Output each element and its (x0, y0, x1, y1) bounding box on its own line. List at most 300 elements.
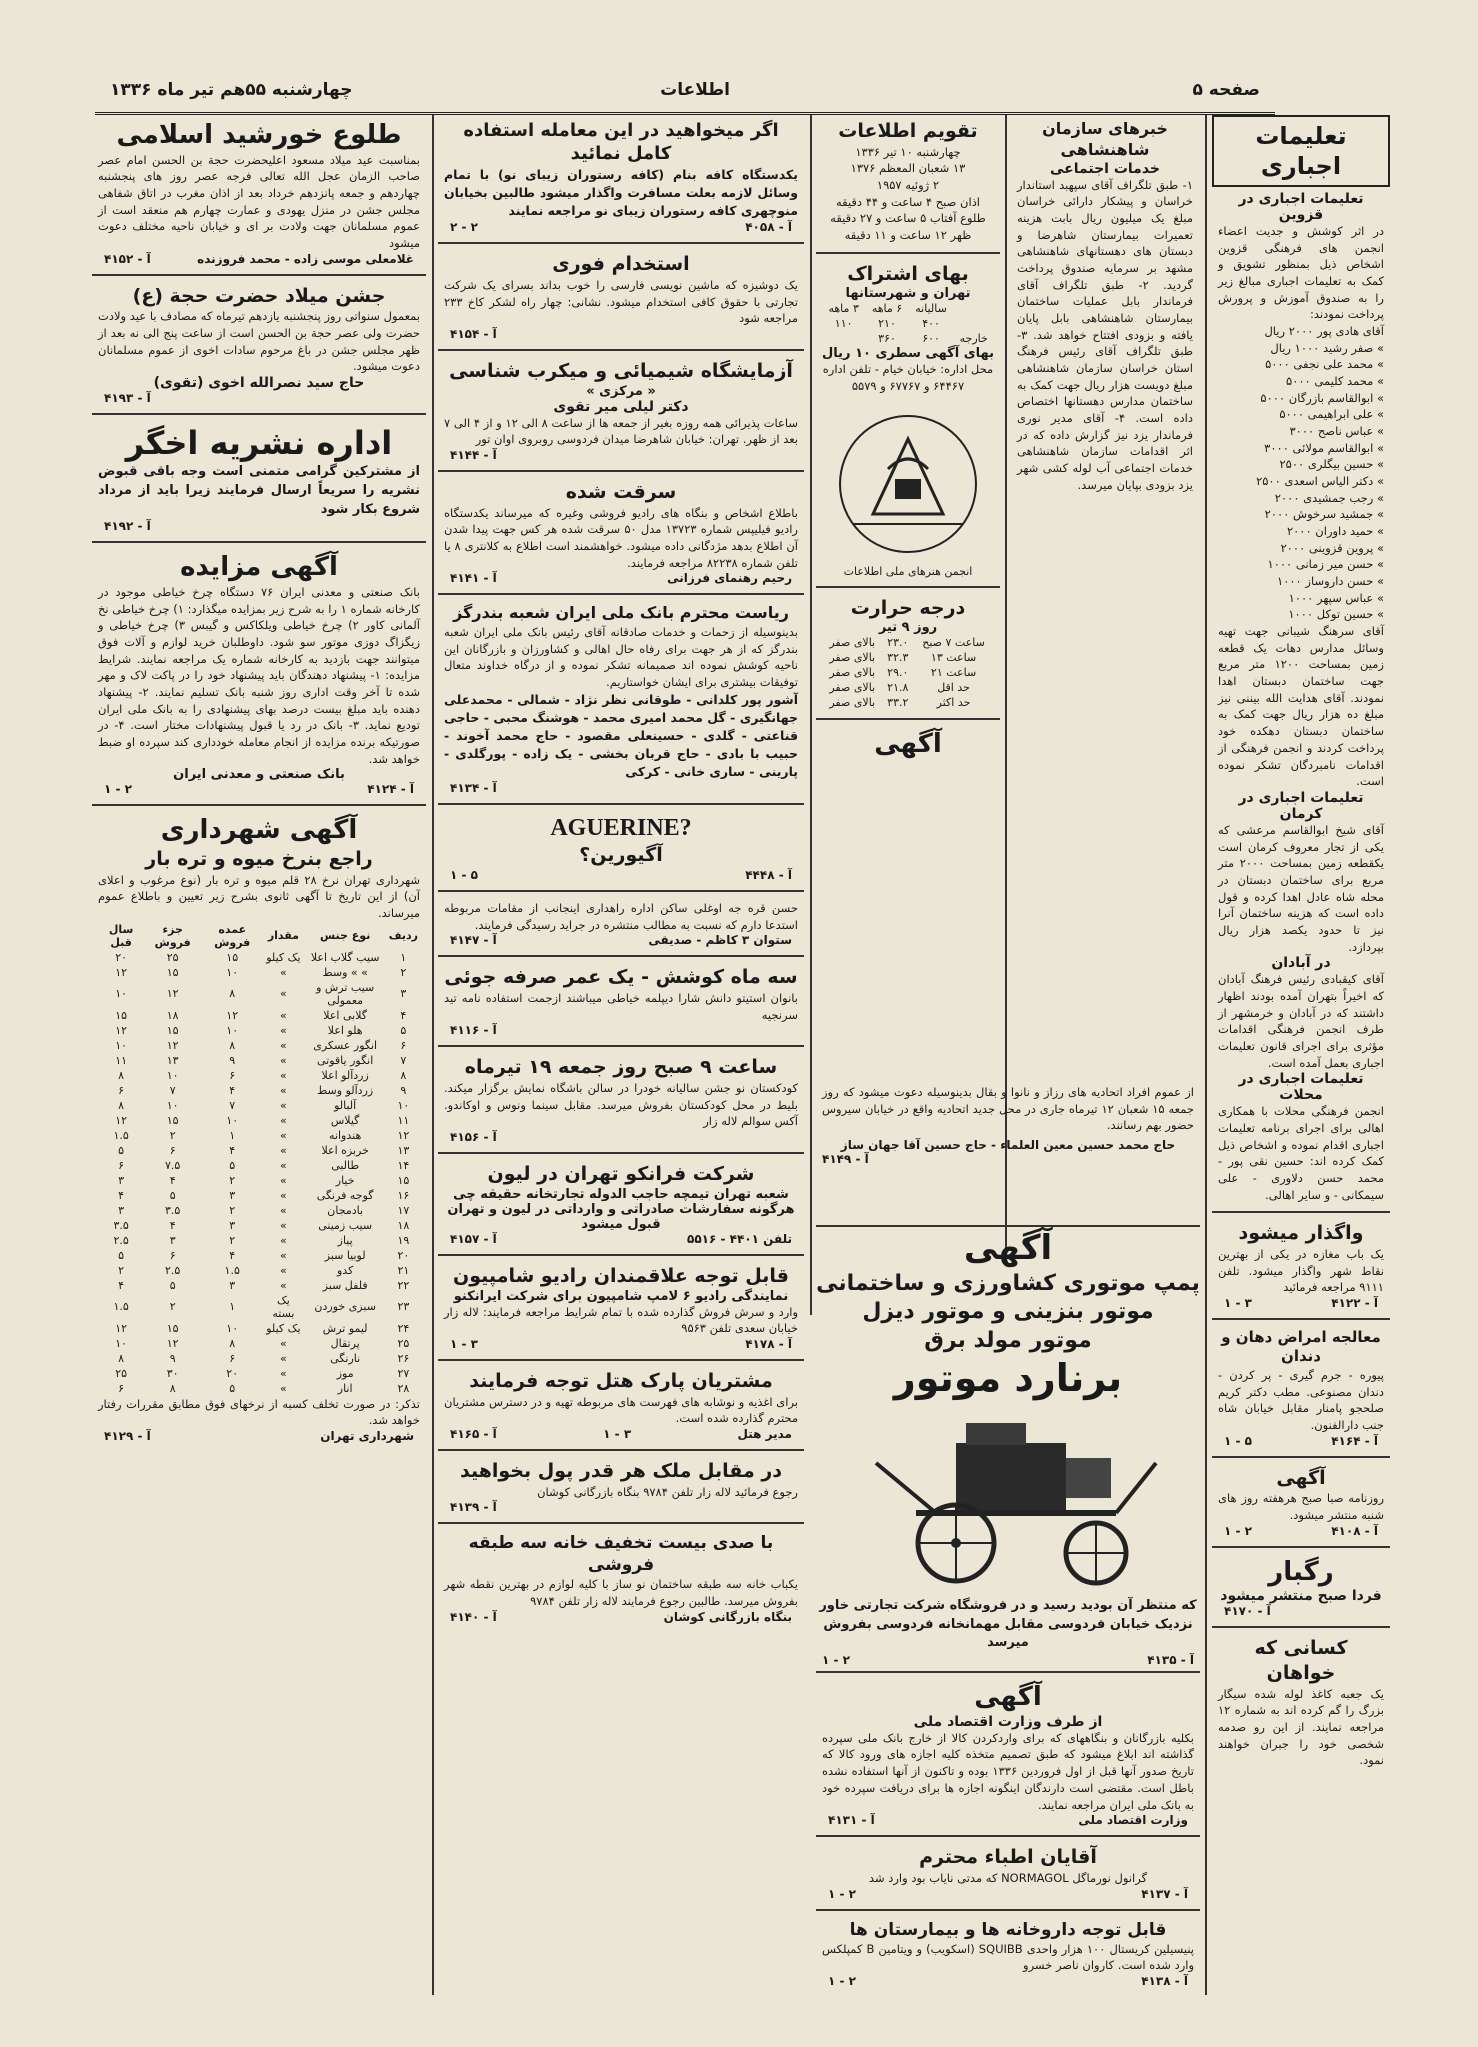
table-cell: ۱ (229, 1300, 236, 1314)
table-cell: ۴ (229, 1248, 236, 1262)
table-cell: ۲ (169, 1300, 176, 1314)
list-item: » پروین قزوینی ۲۰۰۰ (1280, 540, 1384, 555)
table-row (98, 1218, 420, 1233)
ad-radio-champion (438, 1260, 804, 1355)
edu-subtitle-4: تعلیمات اجباری در محلات (1238, 1071, 1364, 1104)
table-cell: ۴ (229, 1143, 236, 1157)
table-cell: » (280, 1278, 287, 1292)
ad-loans (438, 1455, 804, 1518)
ad-footer: ۴۱۵۷ - آ تلفن ۴۴۰۱ - ۵۵۱۶ (450, 1231, 792, 1246)
list-item: » صفر رشید ۱۰۰۰ ریال (1270, 340, 1384, 355)
table-cell: ۴ (169, 1218, 176, 1232)
table-cell: ساعت ۷ صبح (922, 636, 985, 650)
divider (438, 1359, 804, 1361)
news-body: ۱- طبق تلگراف آقای سپهبد استاندار خراسان و پیشکار دارائی خراسان مبلغ یک میلیون ریال بابت هزینه تعمیرات بیمارستان شاهرضا و دبستان های دهستانهای شاهنشاهی مشهد بر سرمایه صندوق پرداخت گردید. ۲- طبق تلگراف آقای فرماندار بابل عملیات ساختمان بیمارستان شاهنشاهی بابل پایان یافته و بزودی افتتاح خواهد شد. ۳- طبق تلگراف آقای رئیس فرهنگ استان خراسان سازمان شاهنشاهی مبلغ دویست هزار ریال جهت کمک به ساختمان مدارس دهستانها اختصاص داده است. ۴- آقای مدیر نوری فرماندار یزد نیز گزارش داده که در اثر اقدامات سازمان شاهنشاهی خدمات اجتماعی آب لوله کشی شهر یزد بزودی بپایان میرسد. (1017, 177, 1193, 492)
table-row (98, 1248, 420, 1263)
table-cell: بالای صفر (829, 696, 876, 710)
calendar-line: چهارشنبه ۱۰ تیر ۱۳۳۶ (855, 144, 961, 159)
table-cell: ۱۵ (115, 1008, 128, 1022)
table-cell: » (280, 1203, 287, 1217)
table-cell: ۵ (400, 1023, 407, 1037)
ad-engine (816, 1225, 1200, 1992)
table-cell: ۷ (169, 1083, 176, 1097)
ad-dentist (1212, 1324, 1390, 1452)
edu-box (1212, 115, 1390, 187)
table-cell: ۳۲.۳ (887, 651, 909, 665)
table-cell: » (280, 987, 287, 1001)
table-row (98, 1023, 420, 1038)
table-cell: زردآلو اعلا (321, 1068, 369, 1082)
divider (438, 1254, 804, 1256)
table-cell: ۱۰ (226, 1023, 239, 1037)
ad-footer: ۴۱۴۷ - آ ستوان ۳ کاظم - صدیقی (450, 933, 792, 948)
divider (438, 955, 804, 957)
table-cell: ۴ (229, 1083, 236, 1097)
list-item: » حسن میر زمانی ۱۰۰۰ (1267, 557, 1384, 572)
table-cell: ۹ (400, 1083, 407, 1097)
temperature-title: درجه حرارت (850, 596, 966, 619)
table-cell: موز (336, 1366, 354, 1380)
column-4 (1011, 115, 1199, 497)
ad-body: بانوان استیتو دانش شارا دیپلمه خیاطی میباشند ازجمت استفاده نامه تید سرنجیه (444, 991, 798, 1022)
ad-union (816, 724, 1000, 765)
edu-subtitle-2: تعلیمات اجباری در کرمان (1238, 789, 1364, 822)
temperature-box (816, 592, 1000, 715)
ad-code: ۴۱۵۴ - آ (450, 326, 497, 341)
table-cell: ۱۰ (226, 1113, 239, 1127)
ad-brand: برنارد موتور (893, 1356, 1123, 1401)
donor-list (1218, 323, 1384, 623)
ad-intro: شهرداری تهران نرخ ۲۸ قلم میوه و تره بار (نوع مرغوب و اعلای آن) از این تاریخ تا آگهی ثانوی بشرح زیر تعیین و باطلاع عموم میرساند. (98, 872, 421, 920)
table-cell: ۱۲ (115, 965, 128, 979)
edu-section (1212, 187, 1390, 1207)
ad-title: اداره نشریه اخگر (125, 423, 393, 462)
ad-notice (438, 896, 804, 951)
table-cell: ۱۰ (397, 1098, 410, 1112)
table-cell: ۲۰ (226, 1366, 239, 1380)
table-cell: ۳ (400, 987, 407, 1001)
table-cell: » (280, 1158, 287, 1172)
table-cell: فلفل سبز (322, 1278, 368, 1292)
table-cell: ۱۶ (397, 1188, 410, 1202)
logo-box (816, 399, 1000, 582)
ad-title: ریاست محترم بانک ملی ایران شعبه بندرگز (453, 603, 789, 623)
divider (438, 593, 804, 595)
temperature-table (822, 635, 994, 710)
table-cell: » (280, 1023, 287, 1037)
ad-body: از عموم افراد اتحادیه های رزاز و نانوا و بقال بدینوسیله دعوت میشود که روز جمعه ۱۵ شعبان ۱۲ تیرماه جاری در محل جدید اتحادیه واقع در خیابان سیروس حضور بهم رسانند. (822, 1085, 1194, 1133)
list-item: » حسین بیگلری ۲۵۰۰ (1279, 457, 1384, 472)
table-cell: ۴ (118, 1188, 125, 1202)
divider (438, 1522, 804, 1524)
ad-body: کودکستان نو جشن سالیانه خودرا در سالن باشگاه نمایش برگزار میکند. بلیط در محل کودکستان بفروش میرسد. مقابل سینما ونوس و اوکاندو. آکس سوالم لاله زار (444, 1081, 798, 1129)
table-cell: ۷ (400, 1053, 407, 1067)
table-cell: » (280, 1366, 287, 1380)
table-row (822, 695, 994, 710)
divider (92, 413, 426, 415)
table-cell: ۲۸ (397, 1381, 410, 1395)
table-cell: » (280, 1188, 287, 1202)
ad-title: اگر میخواهید در این معامله استفاده کامل نمائید (463, 120, 779, 165)
table-row (822, 665, 994, 680)
ad-title: جشن میلاد حضرت حجة (ع) (132, 284, 386, 307)
ad-title: استخدام فوری (552, 253, 690, 276)
table-cell: » (280, 1053, 287, 1067)
table-row (98, 1098, 420, 1113)
table-row (98, 1143, 420, 1158)
page-number: صفحه ۵ (1192, 80, 1260, 100)
table-cell: ۱۰ (166, 1098, 179, 1112)
divider (438, 349, 804, 351)
ad-body: از مشترکین گرامی متمنی است وجه باقی قبوض نشریه را سریعاً ارسال فرمایند زیرا باید از مرداد شروع بکار شود (98, 463, 420, 517)
ad-price: بهای آگهی سطری ۱۰ ریال (822, 346, 994, 362)
table-cell: گیلاس (330, 1113, 360, 1127)
table-cell: ۱۵ (166, 1321, 179, 1335)
table-cell: ۱۳ (397, 1143, 410, 1157)
ad-title: رگبار (1268, 1556, 1334, 1587)
ad-pharmacies (816, 1915, 1200, 1992)
ad-title: AGUERINE? (550, 815, 692, 842)
ad-title: آگهی (874, 729, 942, 760)
edu-subtitle-3: در آبادان (1271, 955, 1331, 972)
table-cell: لیمو ترش (322, 1321, 368, 1335)
table-cell: ۱۰ (226, 965, 239, 979)
ad-body: یکدستگاه کافه بنام (کافه رستوران زیبای نو) با تمام وسائل لازمه بعلت مسافرت واگذار میشود طالبین بخیابان منوچهری کافه رستوران زیبای نو مراجعه نمایند (444, 166, 798, 219)
ad-body: یک دوشیزه که ماشین نویسی فارسی را خوب بداند بسرای یک شرکت تجارتی با حقوق کافی استخدام میشود. نشانی: چهار راه لشکر کاخ ۲۳۳ مراجعه شود (444, 277, 798, 326)
ad-title: آگهی (963, 1228, 1053, 1268)
table-cell: » (280, 1038, 287, 1052)
ad-code: ۱ - ۲ ۴۱۲۴ - آ (104, 782, 414, 797)
column-2 (438, 115, 804, 1628)
ad-title: قابل توجه داروخانه ها و بیمارستان ها (849, 1919, 1167, 1940)
calendar-line: ۱۳ شعبان المعظم ۱۳۷۶ (850, 161, 966, 176)
table-cell: » (280, 1098, 287, 1112)
table-cell: ۱۲ (166, 1336, 179, 1350)
table-cell: نارنگی (330, 1351, 361, 1365)
column-rule (810, 115, 812, 1315)
table-cell: ۱۵ (226, 950, 239, 964)
ad-house-sale (438, 1528, 804, 1628)
list-item: » حسن داروساز ۱۰۰۰ (1277, 574, 1384, 589)
table-cell: ۲۴ (397, 1321, 410, 1335)
table-row (98, 1008, 420, 1023)
ad-bank-thanks (438, 599, 804, 799)
divider (438, 890, 804, 892)
table-cell: ۳۰ (166, 1366, 179, 1380)
divider (1212, 1211, 1390, 1213)
table-cell: ۱۰ (115, 1038, 128, 1052)
table-header-cell: ردیف (388, 929, 418, 943)
ad-title: کسانی که خواهان (1254, 1637, 1348, 1684)
ad-islamic-sunrise (92, 115, 426, 270)
ad-title: معالجه امراض دهان و دندان (1221, 1327, 1381, 1366)
divider (438, 1152, 804, 1154)
table-cell: یک کیلو (266, 1321, 301, 1335)
ad-code: ۱ - ۲ ۴۱۳۸ - آ (828, 1973, 1188, 1988)
table-row (98, 1321, 420, 1336)
ad-body: بمناسبت عید میلاد مسعود اعلیحضرت حجة بن الحسن امام عصر صاحب الزمان عجل الله تعالی فرجه عصر روز های پنجشنبه چهاردهم و جمعه پانزدهم خرداد بعد از اذان مغرب در اتاق شفاهی مجلس جشن در منزل یهودی و عمارت چهارم هم منعقد است از عموم مسلمانان جهت ولادت بر ای و خیابان ناحیه مختلف دعوت میشود (98, 152, 420, 250)
ad-body: حسن قره جه اوغلی ساکن اداره راهداری اینجانب از مقامات مربوطه استدعا دارم که نسبت به مطالب منتشره در جراید رسیدگی فرمایند. (444, 901, 798, 932)
table-cell: ۴ (169, 1173, 176, 1187)
ad-subtitle: از طرف وزارت اقتصاد ملی (913, 1713, 1103, 1730)
ad-doctors (816, 1841, 1200, 1904)
table-cell: ۵ (118, 1248, 125, 1262)
ad-body: که منتظر آن بودید رسید و در فروشگاه شرکت تجارتی خاور نزدیک خیابان فردوسی مقابل مهمانخانه فردوسی بفروش میرسد (819, 1597, 1197, 1651)
table-cell: ۲۵ (115, 1366, 128, 1380)
list-item: » عباس ناصح ۳۰۰۰ (1289, 424, 1384, 439)
ad-body: یک جعبه کاغذ لوله شده سیگار بزرگ را گم کرده اند به شماره ۱۲ مراجعه نمایند. از این رو صدمه شخصی خود را جبران خواهند نمود. (1218, 1686, 1384, 1768)
ad-line-1: پمپ موتوری کشاورزی و ساختمانی (816, 1270, 1200, 1296)
table-cell: » (280, 1068, 287, 1082)
table-cell: ۱۲ (166, 987, 179, 1001)
ad-auction (92, 547, 426, 800)
ad-signature: بانک صنعتی و معدنی ایران (173, 767, 345, 783)
table-cell: » (280, 1143, 287, 1157)
ad-body: بمعمول سنواتی روز پنجشنبه یازدهم تیرماه که مصادف با عید ولادت حضرت ولی عصر حجة بن الحسن است از ساعت پنج الی نه بعد از ظهر مجلس جشن در باغ مرحوم سادات اخوی از عموم مسلمانان دعوت میشود. (98, 309, 420, 374)
ad-code: ۴۱۷۰ - آ (1224, 1604, 1271, 1619)
table-cell: ۳.۵ (165, 1203, 181, 1217)
table-cell: ۱۴ (397, 1158, 410, 1172)
ad-code: ۴۱۳۴ - آ (450, 781, 497, 796)
ad-aguerine (438, 809, 804, 886)
column-rule (1205, 115, 1207, 1995)
table-cell: بالای صفر (829, 651, 876, 665)
table-cell: ۸ (118, 1351, 125, 1365)
ad-title: سرقت شده (565, 480, 677, 503)
ad-footer: ۴۱۴۰ - آ بنگاه بازرگانی کوشان (450, 1609, 792, 1624)
divider (816, 252, 1000, 254)
table-cell: ۲.۵ (165, 1263, 181, 1277)
table-cell: انار (337, 1381, 353, 1395)
ad-saba (1212, 1462, 1390, 1542)
table-row (98, 1053, 420, 1068)
table-cell: گلابی اعلا (323, 1008, 368, 1022)
table-cell: ۱۸ (397, 1218, 410, 1232)
ad-code: ۴۱۴۹ - آ (822, 1152, 869, 1167)
ad-footer: ۴۱۳۱ - آ وزارت اقتصاد ملی (828, 1813, 1188, 1828)
table-cell: ۵ (229, 1381, 236, 1395)
divider (816, 1835, 1200, 1837)
table-cell: پرتقال (330, 1336, 360, 1350)
list-item: » ابوالقاسم بازرگان ۵۰۰۰ (1260, 390, 1384, 405)
office-address: محل اداره: خیابان خیام - تلفن اداره ۶۴۴۶۷ و ۶۷۷۶۷ و ۵۵۷۹ (822, 362, 994, 394)
subscription-subtitle: تهران و شهرستانها (845, 286, 971, 302)
table-cell: » » وسط (322, 965, 368, 979)
table-cell: یک بسته (272, 1293, 295, 1320)
table-cell: ۲ (400, 965, 407, 979)
table-cell: » (280, 1248, 287, 1262)
table-cell: ۳۳.۲ (887, 696, 909, 710)
ad-signature: حاج سید نصرالله اخوی (تقوی) (153, 374, 365, 391)
table-cell: ۷ (229, 1098, 236, 1112)
temperature-subtitle: روز ۹ تیر (878, 620, 938, 636)
table-cell: ۶ (400, 1038, 407, 1052)
table-cell: آلبالو (334, 1098, 357, 1112)
table-cell: ۲۷ (397, 1366, 410, 1380)
edu-body-5: انجمن فرهنگی محلات با همکاری اهالی برای اجرای برنامه تعلیمات اجباری اقدام نموده و اشخاص ذیل کمک کرده اند: حسین نقی پور - محمد حسن دلاوری - علی سیمکانی - و سایر اهالی. (1218, 1104, 1384, 1202)
table-cell: ساعت ۲۱ (930, 666, 977, 680)
ad-body: فردا صبح منتشر میشود (1220, 1588, 1382, 1605)
table-cell: ۱۵ (166, 1023, 179, 1037)
table-cell: ۱۵ (166, 965, 179, 979)
table-cell: ۸ (229, 1038, 236, 1052)
table-row (98, 1336, 420, 1351)
divider (1212, 1456, 1390, 1458)
divider (438, 242, 804, 244)
table-cell: بادمجان (327, 1203, 364, 1217)
ad-body: پیوره - جرم گیری - پر کردن - دندان مصنوعی. مطب دکتر کریم صلحجو پامنار مقابل خیابان شاه جنب دارالفنون. (1218, 1367, 1384, 1432)
table-cell: » (280, 1113, 287, 1127)
engine-pump-illustration (816, 1403, 1200, 1593)
ad-title: با صدی بیست تخفیف خانه سه طبقه فروشی (468, 1533, 774, 1576)
ad-body: رجوع فرمائید لاله زار تلفن ۹۷۸۴ بنگاه بازرگانی کوشان (537, 1484, 798, 1499)
edu-body-2: آقای سرهنگ شیبانی جهت تهیه وسائل مدارس دهات یک قطعه زمین بمساحت ۱۲۰۰ متر مربع جهت ساختمان دبستان اهدا نمودند. آقای هدایت الله بیننی نیز مبلغ ده هزار ریال جهت کمک به ساختمان دبستان دهکده خود پرداخت کردند و انجمن فرهنگی از اقدامات نامبردگان تشکر نموده است. (1218, 624, 1384, 789)
table-cell: ۶ (229, 1351, 236, 1365)
ad-body: باطلاع اشخاص و بنگاه های رادیو فروشی وغیره که میرساند یکدستگاه رادیو فیلیپس شماره ۱۳۷۲۳ مدل ۵۰ سرقت شده هر کس جهت پیدا شدن آن اطلاع بدهد مژدگانی داده میشود. خواهشمند است اطلاع به کلانتری ۸ یا تلفن شماره ۸۲۲۳۸ مراجعه فرمایند. (444, 505, 798, 570)
logo-caption: انجمن هنرهای ملی اطلاعات (843, 564, 973, 578)
ad-code: ۴۱۴۴ - آ (450, 447, 497, 462)
ad-subtitle: راجع بنرخ میوه و تره بار (145, 847, 373, 870)
table-row (822, 680, 994, 695)
table-cell: ۲۳ (397, 1300, 410, 1314)
edu-body: در اثر کوشش و جدیت اعضاء انجمن های فرهنگی قزوین اشخاص ذیل بمنظور تشویق و کمک به تعلیمات اجباری مبالغ زیر را به صندوق آموزش و پرورش پرداخت نمودند: (1218, 224, 1384, 322)
table-cell: ۲ (229, 1173, 236, 1187)
ad-lost (1212, 1632, 1390, 1773)
ad-cafe (438, 115, 804, 238)
column-3 (816, 115, 1000, 765)
table-cell: ۳ (229, 1218, 236, 1232)
ad-code: ۱ - ۲ ۴۱۳۷ - آ (828, 1886, 1188, 1901)
table-cell: ۲۵ (166, 950, 179, 964)
ad-title: مشتریان پارک هتل توجه فرمایند (469, 1369, 773, 1392)
ad-title: آزمایشگاه شیمیائی و میکرب شناسی (449, 359, 793, 382)
table-cell: ۶ (118, 1381, 125, 1395)
table-cell: ۲ (229, 1233, 236, 1247)
subscription-title: بهای اشتراک (847, 262, 969, 285)
table-cell: سیب ترش و معمولی (316, 980, 375, 1007)
ad-body: روزنامه صبا صبح هرهفته روز های شنبه منتشر میشود. (1218, 1491, 1384, 1523)
table-row (98, 1278, 420, 1293)
table-cell: ۲۵ (397, 1336, 410, 1350)
newspaper-name: اطلاعات (660, 80, 730, 100)
ad-signatures: حاج محمد حسین معین العلماء - حاج حسین آقا جهان ساز (840, 1138, 1176, 1153)
table-cell: بالای صفر (829, 636, 876, 650)
table-cell: ۱۳ (166, 1053, 179, 1067)
ad-body: برای اغذیه و نوشابه های فهرست های مربوطه تهیه و در دسترس مشتریان محترم گذارده شده است. (444, 1394, 798, 1426)
table-cell: طالبی (331, 1158, 360, 1172)
table-cell: ۱.۵ (224, 1263, 240, 1277)
table-header-cell: مقدار (267, 929, 299, 943)
divider (1212, 1546, 1390, 1548)
table-cell: ۵ (118, 1143, 125, 1157)
table-cell: کدو (337, 1263, 354, 1277)
table-row (98, 1233, 420, 1248)
table-cell: بالای صفر (829, 681, 876, 695)
table-cell: ۲۱.۸ (887, 681, 909, 695)
table-cell: ۵ (169, 1188, 176, 1202)
table-cell: ۳ (118, 1173, 125, 1187)
table-cell: سیب زمینی (318, 1218, 373, 1232)
edu-body-4: آقای کیقبادی رئیس فرهنگ آبادان که اخیراً بتهران آمده بودند اظهار داشتند که در آبادان و خرمشهر از طرف انجمن فرهنگی اقدامات مؤثری برای اجرای قانون تعلیمات اجباری بعمل آمده است. (1218, 972, 1384, 1070)
divider (816, 1909, 1200, 1911)
table-cell: ۳.۵ (113, 1218, 129, 1232)
ad-code: ۱ - ۵ ۴۴۴۸ - آ (450, 868, 792, 883)
table-cell: ۱۲ (166, 1038, 179, 1052)
table-cell: » (280, 965, 287, 979)
ad-code: ۱ - ۳ ۴۱۷۸ - آ (450, 1336, 792, 1351)
ad-subtitle: « مرکزی » (586, 383, 656, 399)
ad-title: طلوع خورشید اسلامی (116, 120, 402, 150)
table-cell: پیاز (337, 1233, 353, 1247)
list-item: » محمد علی نجفی ۵۰۰۰ (1265, 357, 1384, 372)
ad-body: ساعات پذیرائی همه روزه بغیر از جمعه ها از ساعت ۸ الی ۱۲ و از ۴ الی ۷ بعد از ظهر. تهران: خیابان شاهرضا میدان فردوسی روبروی اوان تور (444, 415, 798, 447)
table-row (822, 635, 994, 650)
table-cell: ۴ (118, 1278, 125, 1292)
ad-code: ۴۱۵۶ - آ (450, 1130, 497, 1145)
divider (438, 1045, 804, 1047)
ad-title: سه ماه کوشش - یک عمر صرفه جوئی (444, 966, 798, 989)
table-cell: ۶ (229, 1068, 236, 1082)
ad-park-hotel (438, 1365, 804, 1445)
ad-birthday-celebration (92, 280, 426, 409)
list-item: » علی ابراهیمی ۵۰۰۰ (1279, 407, 1384, 422)
divider (816, 586, 1000, 588)
ad-kindergarten (438, 1051, 804, 1148)
table-cell: ۹ (229, 1053, 236, 1067)
divider (92, 274, 426, 276)
table-row (98, 950, 420, 965)
calendar-line: ظهر ۱۲ ساعت و ۱۱ دقیقه (844, 228, 972, 243)
table-cell: ۸ (118, 1098, 125, 1112)
list-item: » عباس سپهر ۱۰۰۰ (1288, 590, 1384, 605)
table-cell: سبزی خوردن (314, 1300, 376, 1314)
calendar-lines (822, 144, 994, 244)
table-cell: انگور یاقوتی (317, 1053, 374, 1067)
ad-title: واگذار میشود (1238, 1222, 1364, 1245)
table-cell: ۱۵ (397, 1173, 410, 1187)
ad-subtitle: شعبه تهران تیمچه حاجب الدوله تجارتخانه حقیقه چی (453, 1186, 789, 1202)
ad-stolen (438, 476, 804, 589)
list-item: » محمد کلیمی ۵۰۰۰ (1286, 374, 1384, 389)
table-row (98, 1038, 420, 1053)
table-cell: ۸ (229, 1336, 236, 1350)
table-cell: ۲ (169, 1128, 176, 1142)
table-cell: ۱.۵ (113, 1300, 129, 1314)
table-row (98, 1128, 420, 1143)
table-cell: ۱۸ (166, 1008, 179, 1022)
table-cell: ۱۰ (115, 1336, 128, 1350)
table-cell: ۱۲ (226, 1008, 239, 1022)
table-cell: » (280, 1083, 287, 1097)
divider (816, 718, 1000, 720)
ad-body: بانک صنعتی و معدنی ایران ۷۶ دستگاه چرخ خیاطی موجود در کارخانه شماره ۱ را به شرح زیر بمزایده میگذارد: ۱) چرخ خیاطی نخ آلمانی کاور ۲) چرخ خیاطی ویلکاکس و گیبس ۳) چرخ خیاطی و زیگزاگ دوزی موتور سو شود. داوطلبان خرید لوازم و آلات فوق میتوانند جهت بازدید به کارخانه شماره یک مراجعه نمایند. شرایط مزایده: ۱- پیشنهاد دهندگان باید پیشنهاد خود را در پاکت لاک و مهر شده تا آخر وقت اداری روز شنبه بانک تسلیم نمایند. ۲- پیشنهاد دهنده باید مبلغ بیست درصد بهای پیشنهادی را به بانک ملی ایران تودیع نماید. ۳- بانک در رد یا قبول پیشنهادات مختار است. ۴- در صورتیکه برنده مزایده از انجام معامله خودداری کند سپرده او ضبط خواهد شد. (98, 584, 421, 766)
table-cell: گوجه فرنگی (316, 1188, 374, 1202)
table-cell: ۱۲ (397, 1128, 410, 1142)
table-cell: ۱۲ (115, 1113, 128, 1127)
ad-footer: ۴۱۴۱ - آ رحیم رهنمای فرزانی (450, 571, 792, 586)
table-cell: » (280, 1173, 287, 1187)
table-cell: ۱۹ (397, 1233, 410, 1247)
ad-ragbar (1212, 1552, 1390, 1623)
table-cell: ۲۰ (397, 1248, 410, 1262)
ad-title: قابل توجه علاقمندان رادیو شامپیون (453, 1264, 789, 1287)
table-row (98, 1068, 420, 1083)
ad-ministry (816, 1677, 1200, 1831)
ad-subtitle: نمایندگی رادیو ۶ لامپ شامپیون برای شرکت ایرانکنو (453, 1288, 789, 1304)
table-cell: یک کیلو (266, 950, 301, 964)
table-header-cell: جزء فروش (154, 922, 191, 949)
ad-signatures: آشور پور کلدانی - طوقانی نظر نژاد - شمالی - محمدعلی جهانگیری - گل محمد امیری محمد - هوشنگ محبی - حاجی قناعتی - گلدی - حسینعلی مقصود - حاج محمد آخوند - حبیب با بادی - حاج قربان بخشی - یک زاده - پورگلدی - پارینی - ساری خانی - کرکی (444, 691, 798, 780)
